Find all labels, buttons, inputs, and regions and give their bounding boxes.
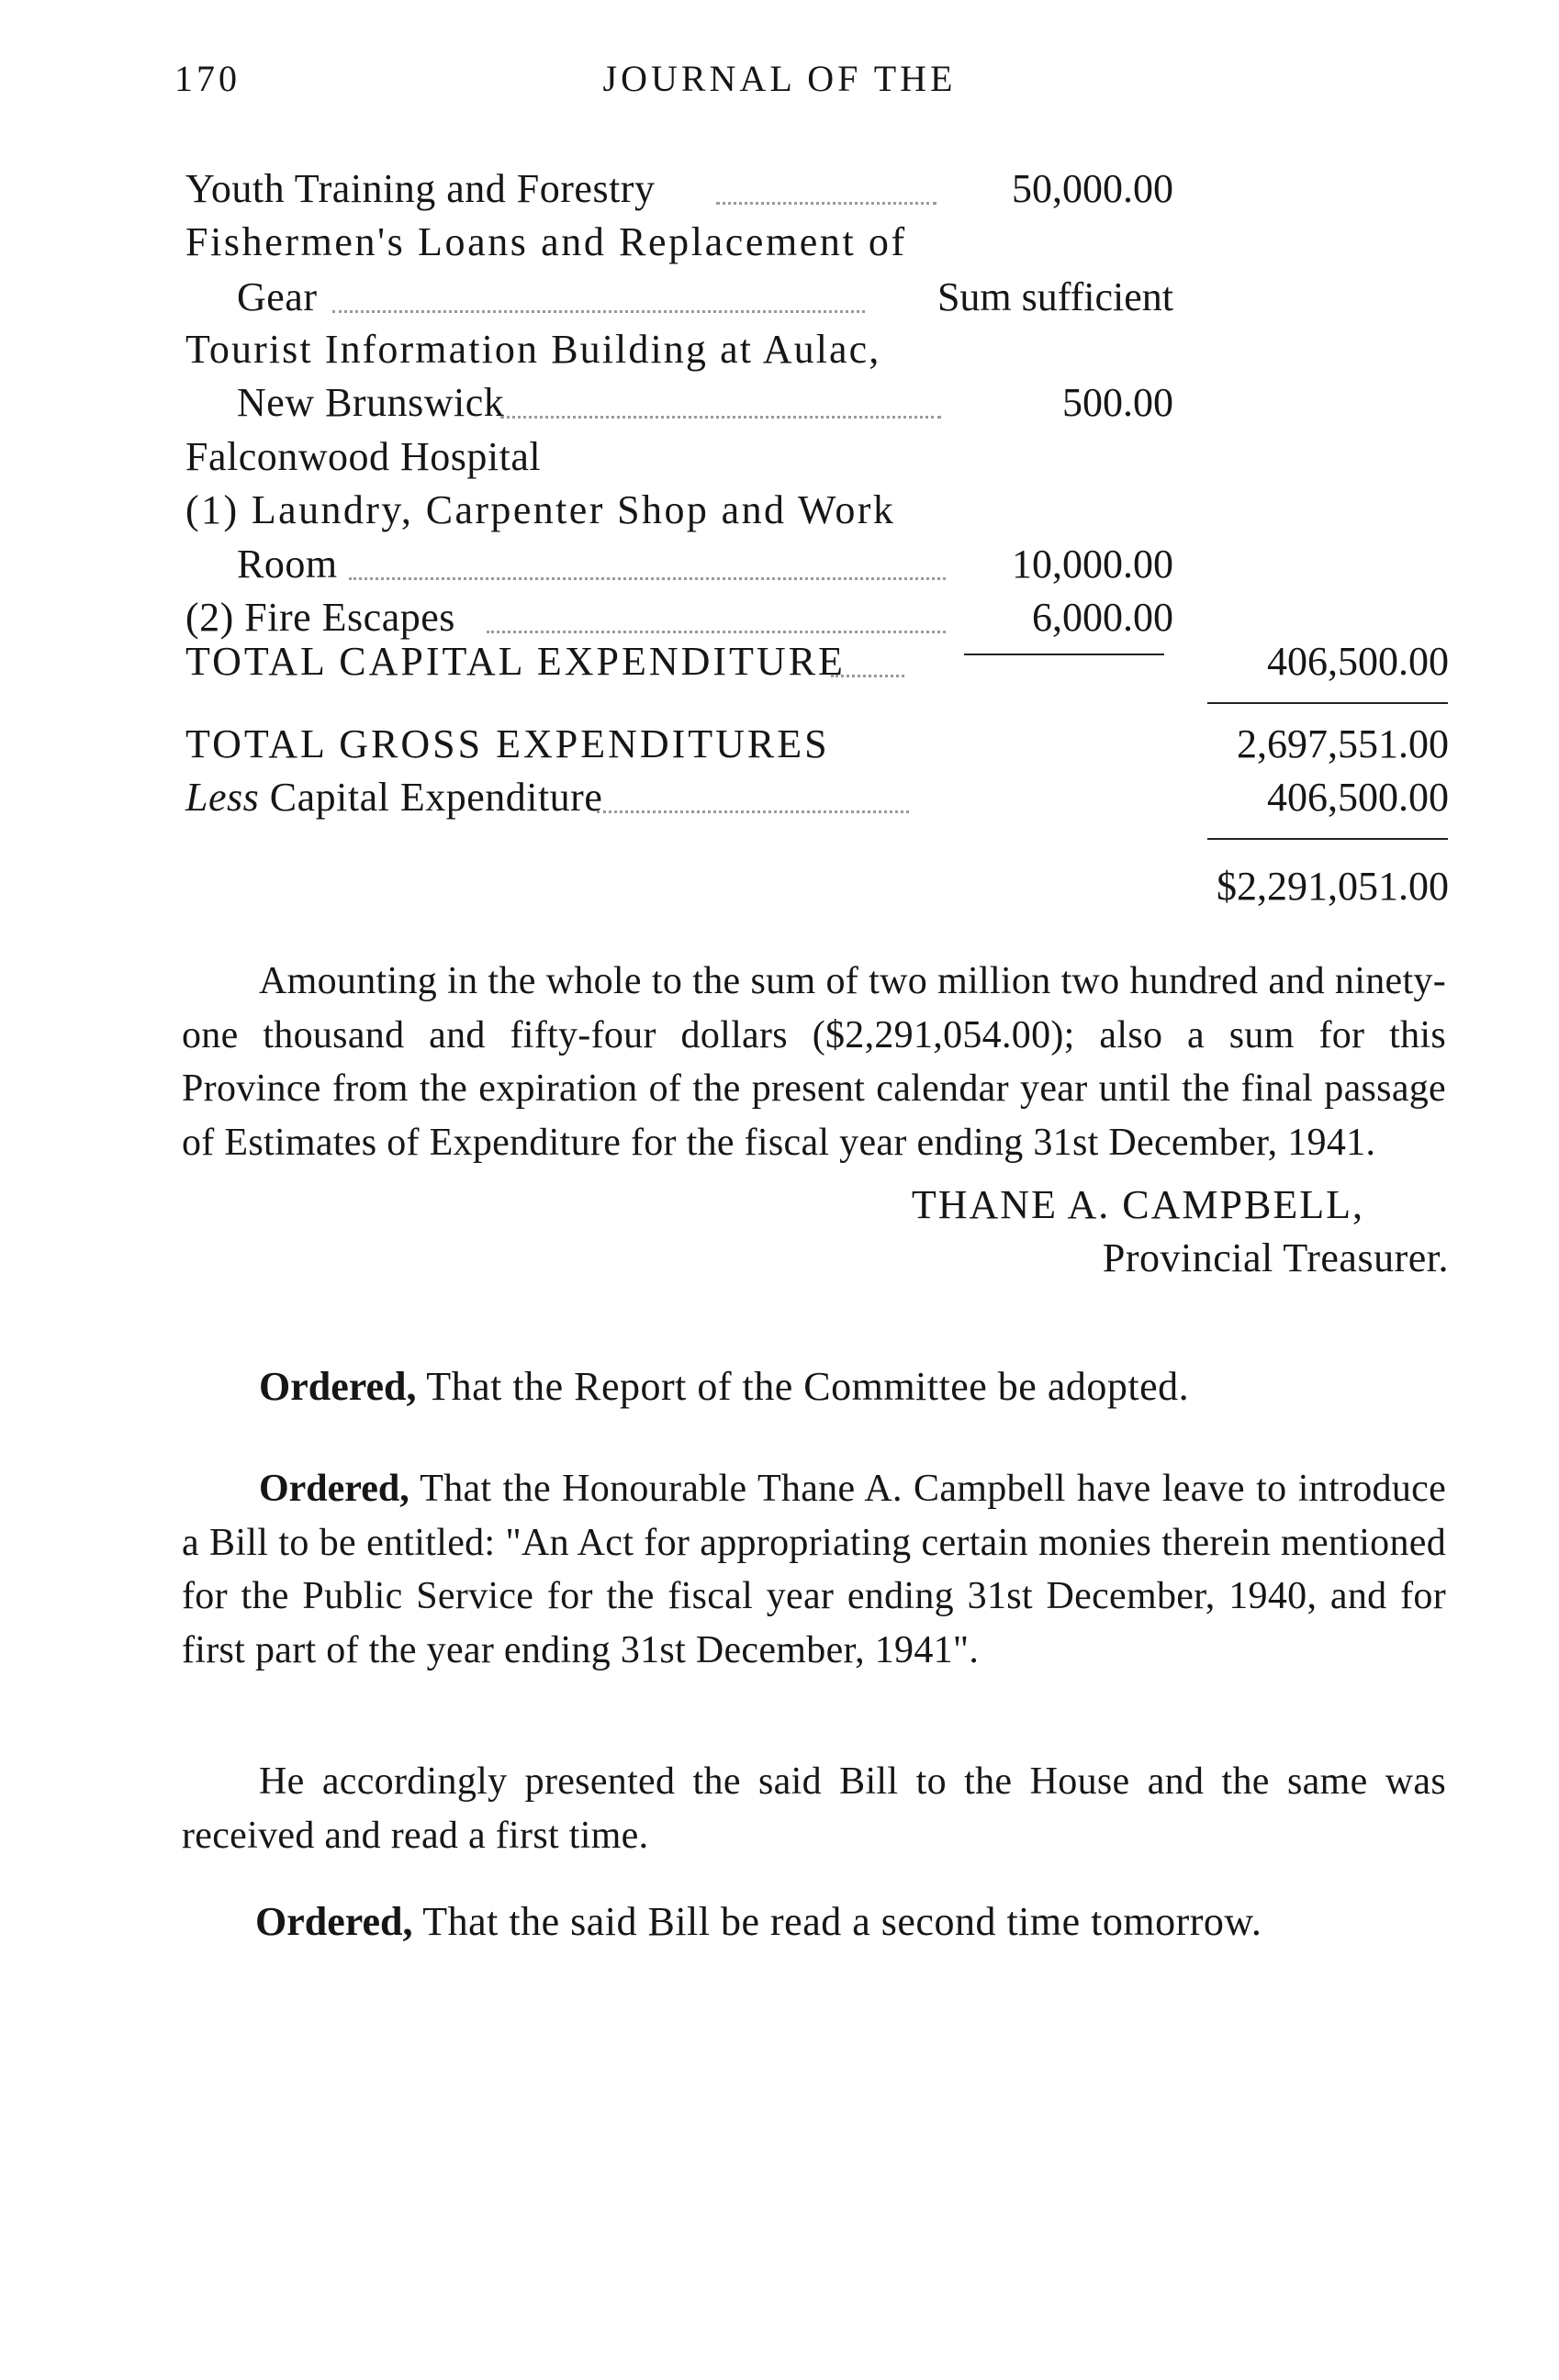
net-rule <box>1207 838 1448 840</box>
item-label: Room <box>237 542 338 587</box>
item-amount: 50,000.00 <box>1012 166 1173 211</box>
leader-dots <box>332 310 865 313</box>
ordered-text: That the Report of the Committee be adopted. <box>426 1364 1190 1409</box>
item-label: Tourist Information Building at Aulac, <box>185 327 881 372</box>
item-amount: 10,000.00 <box>1012 542 1173 587</box>
total-rule <box>1207 702 1448 704</box>
subtotal-rule <box>964 654 1164 655</box>
ordered-label: Ordered, <box>259 1468 409 1510</box>
ordered-label: Ordered, <box>259 1364 417 1409</box>
leader-dots <box>500 416 941 419</box>
signatory-title: Provincial Treasurer. <box>1102 1235 1449 1280</box>
ordered-text: That the Honourable Thane A. Campbell have leave to introduce a Bill to be entitled: "An Act for appropriating certain monies therein mentioned for the Public Service for the fiscal year ending 31st December, 1940, and for first part of the year ending 31st December, 1941". <box>182 1468 1447 1672</box>
page-number: 170 <box>174 58 241 99</box>
leader-dots <box>716 202 937 205</box>
less-capital-amount: 406,500.00 <box>1267 775 1449 820</box>
item-label: Gear <box>237 274 318 319</box>
presented-text: He accordingly presented the said Bill to the House and the same was received and read a first time. <box>182 1760 1446 1857</box>
ordered-paragraph-2 <box>182 1462 1446 1678</box>
amounting-paragraph <box>182 955 1446 1170</box>
ordered-paragraph-1 <box>259 1363 1189 1410</box>
signatory-name: THANE A. CAMPBELL, <box>911 1182 1364 1227</box>
item-label: Fishermen's Loans and Replacement of <box>185 219 907 264</box>
ordered-paragraph-3 <box>255 1898 1262 1945</box>
less-capital-label <box>185 774 602 821</box>
total-capital-amount: 406,500.00 <box>1267 639 1449 684</box>
item-label: Youth Training and Forestry <box>185 166 656 211</box>
leader-dots <box>487 631 946 633</box>
item-label: New Brunswick <box>237 380 505 425</box>
total-gross-amount: 2,697,551.00 <box>1237 721 1449 766</box>
less-label-text: Capital Expenditure <box>269 775 603 820</box>
running-head: JOURNAL OF THE <box>602 58 957 99</box>
ordered-text: That the said Bill be read a second time tomorrow. <box>422 1899 1262 1944</box>
leader-dots <box>349 577 946 580</box>
leader-dots <box>831 675 904 677</box>
item-amount: Sum sufficient <box>937 274 1173 319</box>
amounting-text: Amounting in the whole to the sum of two million two hundred and ninety-one thousand and fifty-four dollars ($2,291,054.00); also a sum for this Province from the expiration of the present calendar year until the final passage of Estimates of Expenditure for the fiscal year ending 31st December, 1941. <box>182 960 1446 1165</box>
ordered-label: Ordered, <box>255 1899 413 1944</box>
net-total-amount: $2,291,051.00 <box>1217 864 1449 909</box>
presented-paragraph <box>182 1755 1446 1862</box>
item-amount: 500.00 <box>1062 380 1173 425</box>
total-gross-label: TOTAL GROSS EXPENDITURES <box>185 721 830 766</box>
item-label: Falconwood Hospital <box>185 434 542 479</box>
item-label: (1) Laundry, Carpenter Shop and Work <box>185 487 896 532</box>
item-label: (2) Fire Escapes <box>185 595 455 640</box>
less-word: Less <box>185 775 260 820</box>
item-amount: 6,000.00 <box>1032 595 1173 640</box>
leader-dots <box>597 810 909 813</box>
total-capital-label: TOTAL CAPITAL EXPENDITURE <box>185 639 846 684</box>
